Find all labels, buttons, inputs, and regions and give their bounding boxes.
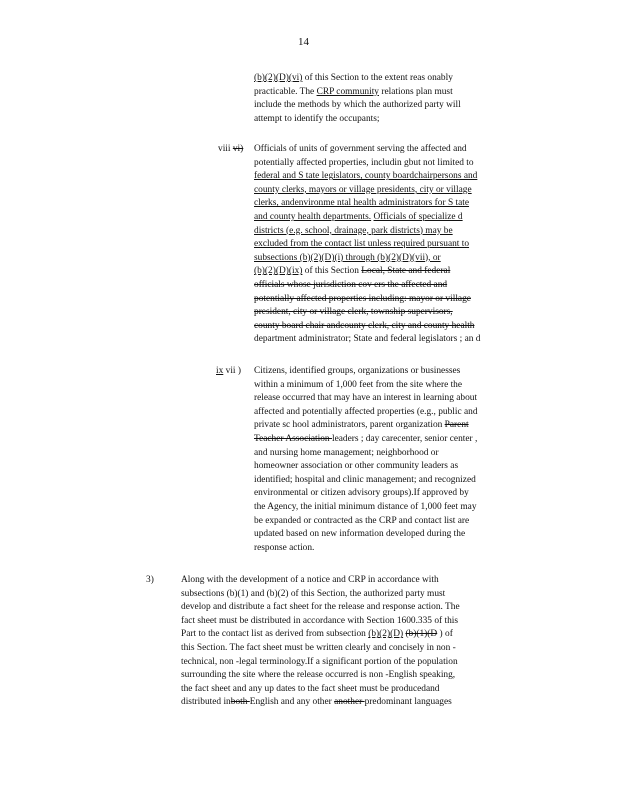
continuation-paragraph <box>254 72 544 126</box>
inserted-text: county clerks, mayors or village presidents, city or village <box>254 184 472 195</box>
struck-text: Local, State and federal <box>361 266 451 277</box>
text-line <box>254 113 544 127</box>
text-run: distributed in <box>181 697 231 708</box>
text-run: vii ) <box>223 366 242 376</box>
text-run: within a minimum of 1,000 feet from the site where the <box>254 379 463 390</box>
text-run: ) of <box>437 629 453 640</box>
text-line <box>254 419 546 433</box>
text-run: private sc hool administrators, parent organization <box>254 420 445 431</box>
inserted-text: ix <box>216 366 224 376</box>
item-3-text <box>181 574 543 710</box>
text-line <box>254 501 546 515</box>
text-run: the fact sheet and any up dates to the fact sheet must be producedand <box>181 683 440 694</box>
text-run: affected and potentially affected properties (e.g., public and <box>254 406 478 417</box>
text-run: attempt to identify the occupants; <box>254 113 380 124</box>
text-line <box>181 656 543 670</box>
text-line <box>254 225 546 239</box>
struck-text: both <box>230 697 250 708</box>
text-run: relations plan must <box>378 86 453 97</box>
text-line <box>254 320 546 334</box>
item-ix-text <box>254 365 546 555</box>
text-line <box>254 306 546 320</box>
text-run: this Section. The fact sheet must be written clearly and concisely in non - <box>181 642 456 653</box>
inserted-text: CRP community <box>316 86 379 97</box>
text-line <box>254 211 546 225</box>
struck-text: potentially affected properties including: mayor or village <box>254 293 471 304</box>
text-line <box>254 460 546 474</box>
struck-text: (b)(1)(D <box>405 629 438 640</box>
text-line <box>181 601 543 615</box>
text-line <box>254 170 546 184</box>
text-run: be expanded or contracted as the CRP and contact list are <box>254 515 470 526</box>
inserted-text: (b)(2)(D)(ix) <box>254 266 303 277</box>
text-run: the Agency, the initial minimum distance of 1,000 feet may <box>254 501 477 512</box>
struck-text: vi) <box>232 144 244 154</box>
text-run: leaders ; day carecenter, senior center , <box>331 433 478 444</box>
text-line <box>181 696 543 710</box>
text-line <box>254 184 546 198</box>
page-number: 14 <box>298 36 309 48</box>
text-run: release occurred that may have an interest in learning about <box>254 393 478 404</box>
text-line <box>181 683 543 697</box>
text-run: viii <box>218 144 233 154</box>
text-line <box>254 86 544 100</box>
text-run: fact sheet must be distributed in accordance with Section 1600.335 of this <box>181 615 459 626</box>
inserted-text: and county health departments. <box>254 211 372 222</box>
text-run: Along with the development of a notice and CRP in accordance with <box>181 575 439 585</box>
item-viii-text <box>254 143 546 347</box>
item-marker-ix <box>216 365 241 379</box>
text-run: predominant languages <box>364 697 452 708</box>
text-line <box>254 515 546 529</box>
text-line <box>254 365 546 379</box>
text-run: subsections (b)(1) and (b)(2) of this Section, the authorized party must <box>181 588 446 599</box>
text-run: develop and distribute a fact sheet for the release and response action. The <box>181 602 460 613</box>
text-run: of this Section <box>302 266 362 277</box>
text-run: practicable. The <box>254 86 317 97</box>
text-line <box>254 157 546 171</box>
inserted-text: districts (e.g. school, drainage, park districts) may be <box>254 225 453 236</box>
item-marker-viii <box>218 143 243 157</box>
struck-text: president, city or village clerk, township supervisors, <box>254 307 453 318</box>
text-line <box>254 474 546 488</box>
text-line <box>181 615 543 629</box>
text-line <box>254 99 544 113</box>
text-line <box>181 574 543 588</box>
text-run: identified; hospital and clinic management; and recognized <box>254 474 476 485</box>
text-run: Officials of units of government serving the affected and <box>254 144 467 154</box>
text-line <box>254 238 546 252</box>
inserted-text: (b)(2)(D)(vi) <box>254 73 303 83</box>
text-run: 3) <box>146 575 154 585</box>
text-line <box>254 72 544 86</box>
struck-text: Teacher Association <box>254 433 332 444</box>
text-run: homeowner association or other community leaders as <box>254 461 459 472</box>
text-line <box>254 333 546 347</box>
inserted-text: federal and S tate legislators, county boardchairpersons and <box>254 171 478 182</box>
text-run: English and any other <box>249 697 335 708</box>
text-run: potentially affected properties, includin gbut not limited to <box>254 157 474 168</box>
text-line <box>254 279 546 293</box>
text-run: technical, non -legal terminology.If a significant portion of the population <box>181 656 458 667</box>
text-run: response action. <box>254 542 315 553</box>
inserted-text: clerks, andenvironme ntal health administrators for S tate <box>254 198 470 209</box>
text-line <box>254 379 546 393</box>
struck-text: county board chair andcounty clerk, city and county health <box>254 320 475 331</box>
text-run: department administrator; State and federal legislators ; an d <box>254 334 481 345</box>
inserted-text: excluded from the contact list unless required pursuant to <box>254 239 470 250</box>
text-line <box>254 542 546 556</box>
text-run: and nursing home management; neighborhood or <box>254 447 439 458</box>
text-run: include the methods by which the authorized party will <box>254 100 461 111</box>
text-line <box>254 265 546 279</box>
item-marker-3 <box>146 574 154 588</box>
inserted-text: Officials of specialize d <box>373 211 463 222</box>
text-line <box>254 487 546 501</box>
struck-text: Parent <box>444 420 469 431</box>
text-line <box>254 406 546 420</box>
text-line <box>254 433 546 447</box>
text-line <box>181 628 543 642</box>
text-line <box>254 252 546 266</box>
text-run: updated based on new information developed during the <box>254 529 466 540</box>
inserted-text: (b)(2)(D) <box>368 629 404 640</box>
text-line <box>254 447 546 461</box>
text-line <box>254 528 546 542</box>
text-line <box>254 143 546 157</box>
text-run: Part to the contact list as derived from subsection <box>181 629 369 640</box>
text-line <box>254 392 546 406</box>
text-line <box>254 197 546 211</box>
text-run: surrounding the site where the release occurred is non -English speaking, <box>181 670 456 681</box>
text-line <box>254 293 546 307</box>
text-line <box>181 669 543 683</box>
struck-text: officials whose jurisdiction cov ers the affected and <box>254 279 448 290</box>
struck-text: another <box>334 697 365 708</box>
text-run: Citizens, identified groups, organizations or businesses <box>254 366 461 376</box>
text-run: of this Section to the extent reas onably <box>302 73 453 83</box>
text-line <box>181 588 543 602</box>
text-line <box>181 642 543 656</box>
text-run: environmental or citizen advisory groups).If approved by <box>254 488 469 499</box>
inserted-text: subsections (b)(2)(D)(i) through (b)(2)(D)(vii), or <box>254 252 441 263</box>
